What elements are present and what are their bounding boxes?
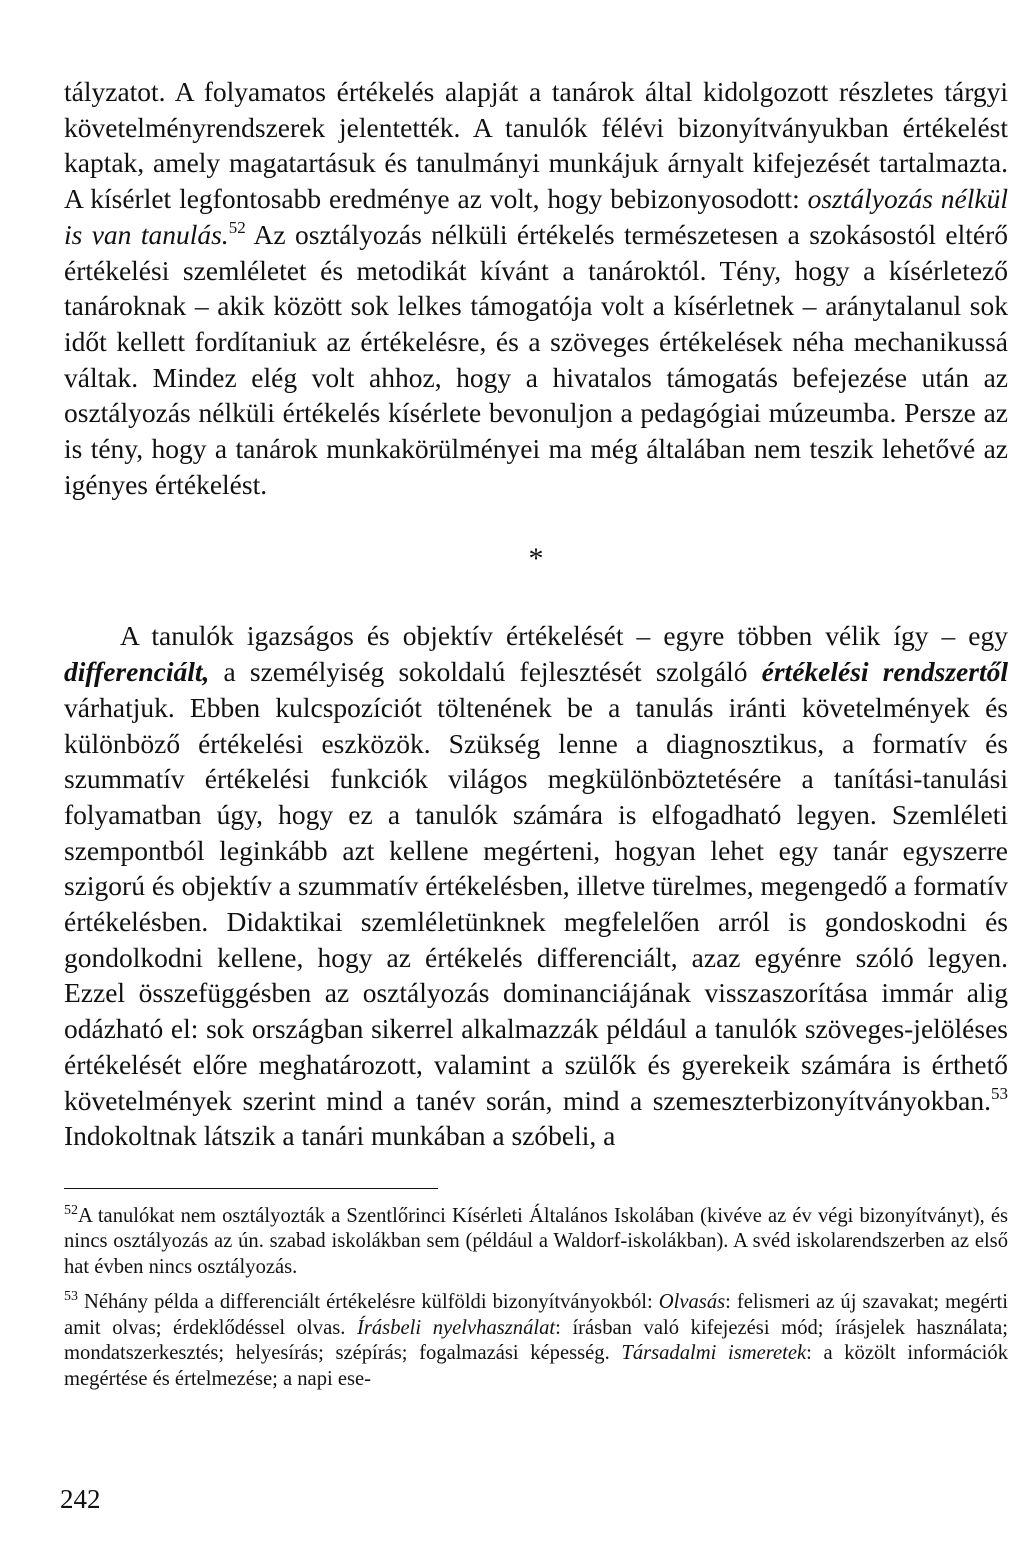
footnote-divider xyxy=(64,1188,438,1189)
footnote-text: : felismeri az új szavakat; megérti amit olvas; érdeklődéssel olvas. xyxy=(64,1291,1009,1339)
footnote-ref-52[interactable]: 52 xyxy=(228,217,246,237)
footnote-ref-53[interactable]: 53 xyxy=(991,1083,1008,1103)
footnote-text: : írásban való kifejezési mód; írásjelek használata; mondatszerkesztés; helyesírás; szépírás; fogalmazási képesség. xyxy=(64,1316,1008,1365)
section-separator: * xyxy=(528,542,544,576)
page-number: 242 xyxy=(60,1484,101,1514)
footnote-number: 53 xyxy=(64,1289,78,1305)
paragraph-text: Az osztályozás nélküli értékelés természetesen a szokásostól eltérő értékelési szemléletet és metodikát kívánt a tanároktól. Tény, hogy a kísérletező tanároknak – akik között sok lelkes támogatója volt a kísérletnek – aránytalanul sok időt kellett fordítaniuk az értékelésre, és a szöveges értékelések néha mechanikussá váltak. Mindez elég volt ahhoz, hogy a hivatalos támogatás befejezése után az osztályozás nélküli értékelés kísérlete bevonuljon a pedagógiai múzeumba. Persze az is tény, hogy a tanárok munkakörülményei ma még általában nem teszik lehetővé az igényes értékelést. xyxy=(64,218,1009,500)
body-paragraph-2 xyxy=(64,618,1008,1154)
paragraph-text: a személyiség sokoldalú fejlesztését szolgáló xyxy=(209,656,762,688)
paragraph-text: tályzatot. A folyamatos értékelés alapját a tanárok által kidolgozott részletes tárgyi követelményrendszerek jelentették. A tanulók félévi bizonyítványukban értékelést kaptak, amely magatartásuk és tanulmányi munkájuk árnyalt kifejezését tartalmazta. A kísérlet legfontosabb eredménye az volt, hogy bebizonyosodott: xyxy=(64,76,1008,215)
footnote-number: 52 xyxy=(64,1202,78,1218)
italic-term: Olvasás xyxy=(658,1291,726,1314)
paragraph-text: várhatjuk. Ebben kulcspozíciót töltenének be a tanulás iránti követelmények és különböző értékelési eszközök. Szükség lenne a diagnosztikus, a formatív és szummatív értékelési funkciók világos megkülönböztetésére a tanítási-tanulási folyamatban úgy, hogy ez a tanulók számára is elfogadható legyen. Szemléleti szempontból leginkább azt kellene megérteni, hogyan lehet egy tanár egyszerre szigorú és objektív a szummatív értékelésben, illetve türelmes, megengedő a formatív értékelésben. Didaktikai szemléletünknek megfelelően arról is gondoskodni és gondolkodni kellene, hogy az értékelés differenciált, azaz egyénre szóló legyen. Ezzel összefüggésben az osztályozás dominanciájának visszaszorítása immár alig odázható el: sok országban sikerrel alkalmazzák például a tanulók szöveges-jelöléses értékelését előre meghatározott, valamint a szülők és gyerekeik számára is érthető követelmények szerint mind a tanév során, mind a szemeszterbizonyítványokban. xyxy=(64,691,1008,1116)
paragraph-text: A tanulók igazságos és objektív értékelését – egyre többen vélik így – egy xyxy=(120,620,1008,652)
italic-phrase: osztályozás nélkül is van tanulás. xyxy=(64,183,1008,250)
page-body xyxy=(64,74,1008,1402)
footnote-52 xyxy=(64,1204,1008,1281)
footnote-53 xyxy=(64,1290,1008,1392)
italic-term: Írásbeli nyelvhasználat xyxy=(357,1316,556,1339)
italic-term: Társadalmi ismeretek xyxy=(621,1342,807,1365)
paragraph-text: Indokoltnak látszik a tanári munkában a szóbeli, a xyxy=(64,1120,616,1152)
footnote-text: : a közölt információk megértése és értelmezése; a napi ese- xyxy=(64,1342,1008,1390)
footnote-text: Néhány példa a differenciált értékelésre külföldi bizonyítványokból: xyxy=(78,1291,659,1314)
bold-italic-term: differenciált, xyxy=(64,656,210,688)
footnote-text: A tanulókat nem osztályozták a Szentlőrinci Kísérleti Általános Iskolában (kivéve az év végi bizonyítványt), és nincs osztályozás az ún. szabad iskolákban sem (például a Waldorf-iskolákban). A svéd iskolarendszerben az első hat évben nincs osztályozás. xyxy=(64,1204,1008,1278)
bold-italic-term: értékelési rendszertől xyxy=(761,656,1008,688)
body-paragraph-1 xyxy=(64,74,1008,502)
